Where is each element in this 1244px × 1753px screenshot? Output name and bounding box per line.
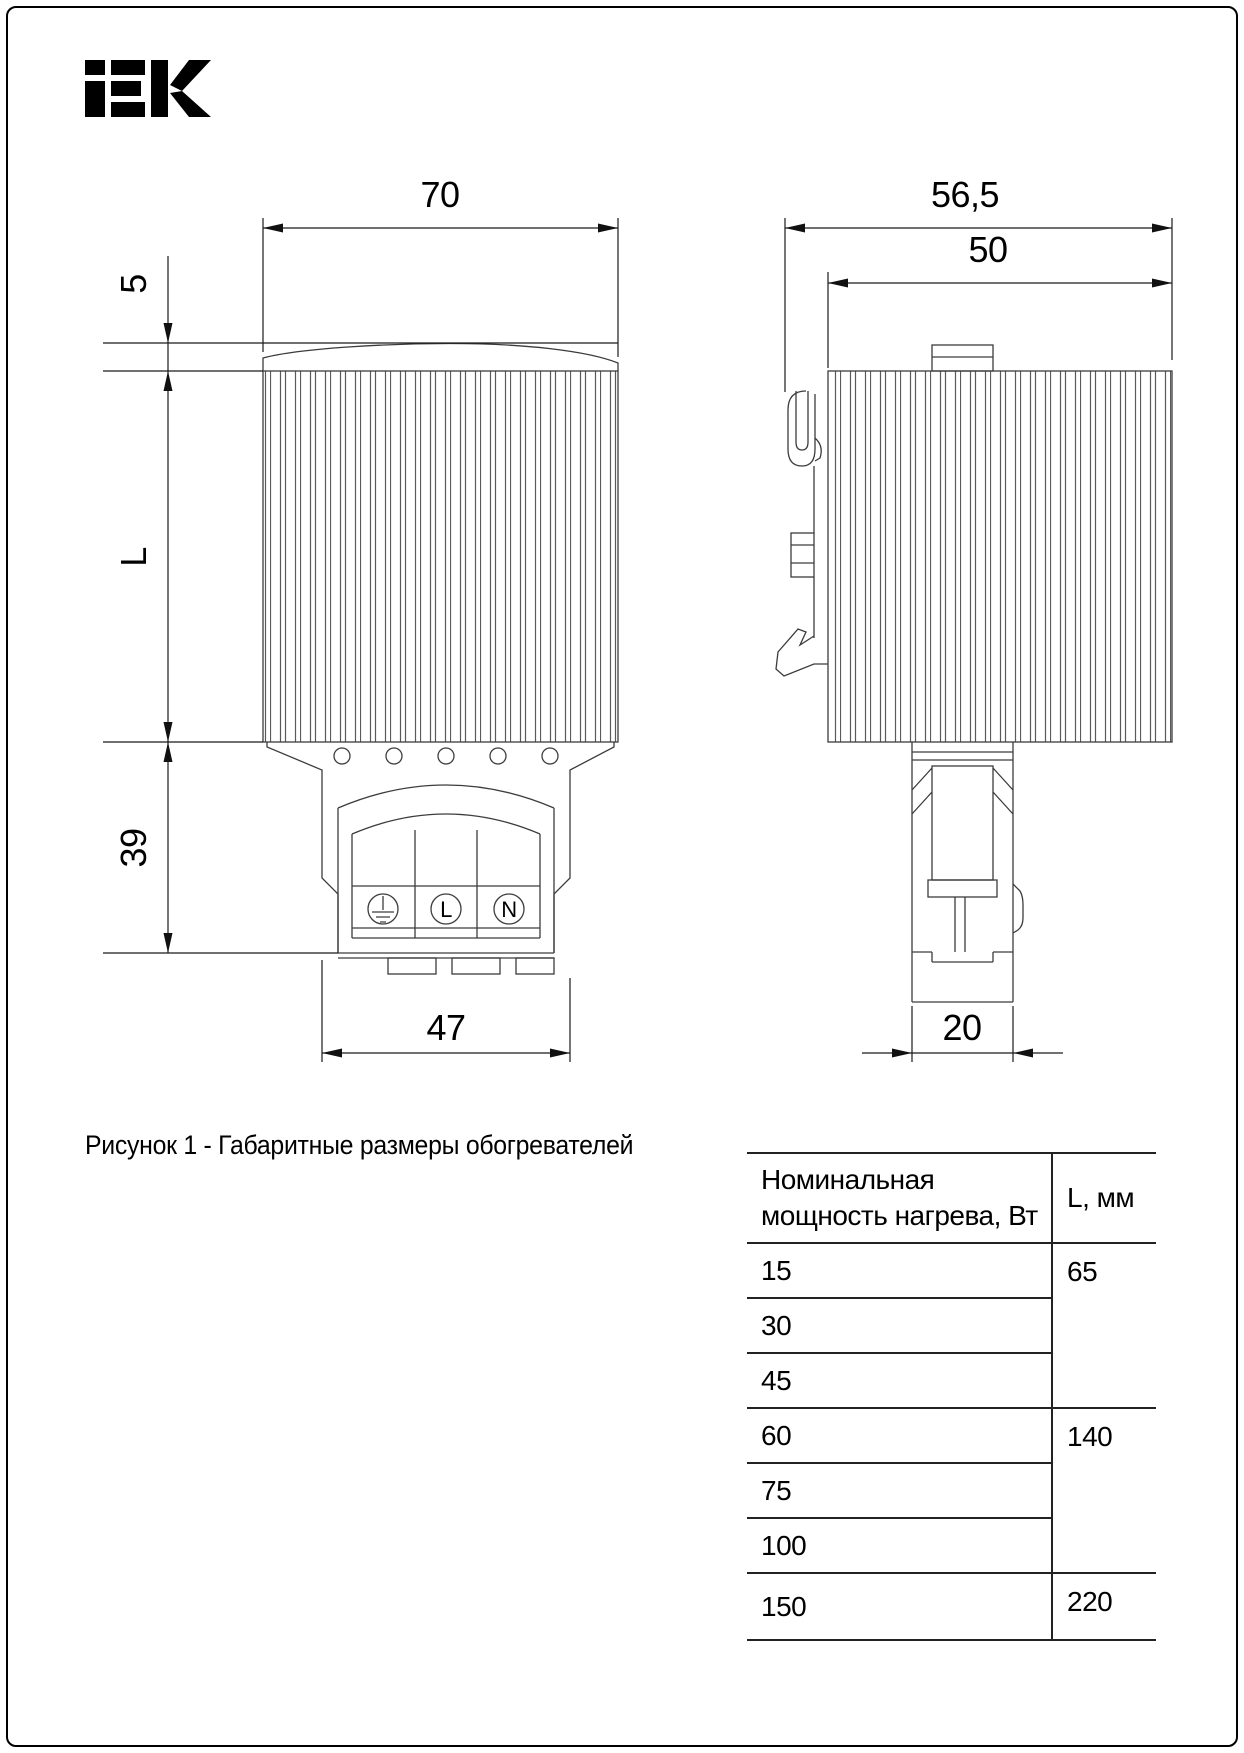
arrowhead [892,1049,912,1058]
dim-body-height: L [113,547,154,567]
logo-k-lower [170,91,211,117]
earth-terminal [368,894,398,924]
top-tab [932,345,993,371]
logo-i-dot [85,60,105,75]
arrowhead [785,224,805,233]
table-row [747,1408,1156,1463]
arrowhead [164,323,173,343]
dim-side-body-width: 50 [968,229,1008,270]
logo-e-mid [111,81,141,96]
side-terminal [912,742,1023,1002]
heater-cap [263,344,618,372]
logo-e-bottom [111,102,145,117]
logo-k-upper [170,60,211,91]
dim-70-lines [263,218,618,357]
vent-hole [386,748,402,764]
side-fins [828,371,1172,742]
side-view [776,345,1172,1002]
dim-bottom-width: 47 [426,1007,466,1048]
arrowhead [1013,1049,1033,1058]
terminal-screw-bar [928,880,997,897]
dim-terminal-height: 39 [113,828,154,868]
table-row [747,1573,1156,1640]
power-cell: 150 [747,1573,1052,1640]
power-cell: 45 [747,1353,1052,1408]
terminal-foot [388,958,436,974]
line-terminal [431,894,461,924]
header-power: Номинальная мощность нагрева, Вт [747,1153,1052,1243]
terminal-step [912,952,1013,962]
length-cell: 220 [1052,1573,1156,1640]
power-cell: 75 [747,1463,1052,1518]
length-cell: 65 [1052,1243,1156,1408]
logo-k-stem [151,60,168,117]
terminal-bottom-band [338,953,554,958]
clip-hook [788,391,815,466]
clip-hook-slot [796,391,808,450]
vent-hole [334,748,350,764]
arrowhead [263,224,283,233]
arrowhead [1152,279,1172,288]
power-cell: 30 [747,1298,1052,1353]
neutral-terminal [494,894,524,924]
arrowhead [164,722,173,742]
terminal-arch [338,785,554,834]
neutral-terminal-label: N [501,897,517,922]
terminal-foot [516,958,554,974]
dim-side-bottom-width: 20 [942,1007,982,1048]
line-terminal-label: L [440,897,452,922]
logo-e-top [111,60,145,75]
figure-caption: Рисунок 1 - Габаритные размеры обогревателей [85,1130,634,1160]
power-cell: 100 [747,1518,1052,1573]
header-length: L, мм [1052,1153,1156,1243]
length-cell: 140 [1052,1408,1156,1573]
logo-i-body [85,81,105,117]
arrowhead [598,224,618,233]
clip-latch [776,629,828,676]
arrowhead [164,933,173,953]
terminal-foot [452,958,500,974]
arrowhead [550,1049,570,1058]
power-length-table [747,1152,1156,1641]
clip-boss [791,533,814,577]
front-view [263,344,618,975]
table-row [747,1243,1156,1298]
arrowhead [164,742,173,762]
terminal-screw-body [932,766,993,880]
arrowhead [1152,224,1172,233]
chamfer-lines [912,768,1013,814]
vent-hole [542,748,558,764]
arrowhead [828,279,848,288]
side-bump [1013,884,1023,933]
terminal-shell-right [554,742,614,953]
arrowhead [164,371,173,391]
arrowhead [322,1049,342,1058]
earth-icon [372,896,394,922]
terminal-channel [955,897,965,952]
dim-50-lines [828,272,1172,368]
din-rail-clip [776,391,828,676]
dim-side-overall-width: 56,5 [930,174,1000,215]
power-cell: 15 [747,1243,1052,1298]
terminal-shell-left [267,742,338,953]
table-header-row [747,1153,1156,1243]
iek-logo [85,60,211,117]
clip-hook-bump [815,438,821,461]
heater-fins [263,371,618,742]
vent-hole [490,748,506,764]
power-cell: 60 [747,1408,1052,1463]
dim-cap-height: 5 [113,274,154,294]
vent-hole [438,748,454,764]
dim-front-width: 70 [420,174,460,215]
terminal-box [338,808,554,953]
